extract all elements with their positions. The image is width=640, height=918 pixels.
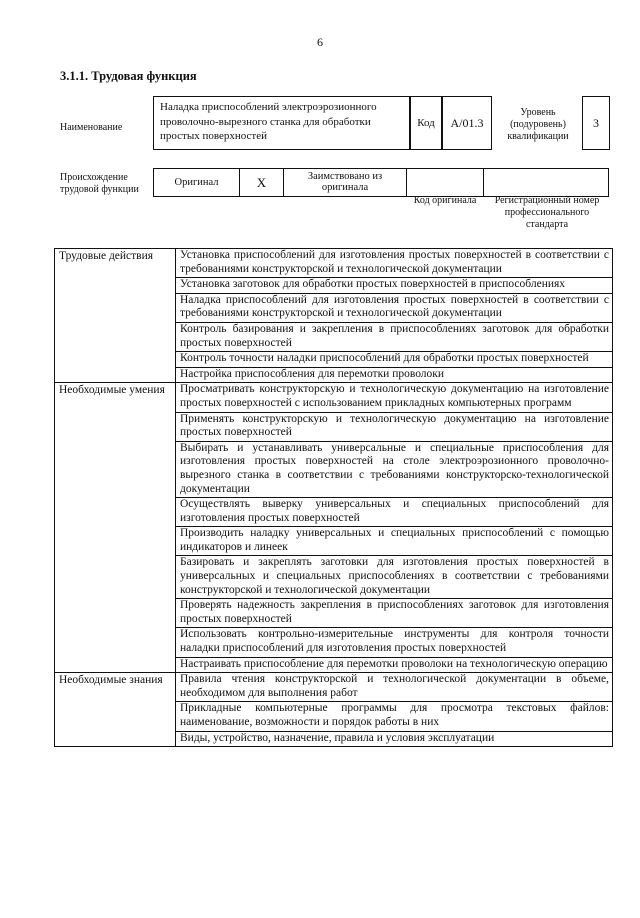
code-original-label: Код оригинала: [413, 195, 477, 206]
qualification-level-label: Уровень (подуровень) квалификации: [507, 107, 569, 142]
category-cell: Трудовые действия: [55, 249, 176, 383]
table-row: [55, 249, 613, 278]
page-number: 6: [317, 35, 323, 49]
original-label: Оригинал: [174, 177, 219, 188]
item-cell: Прикладные компьютерные программы для просмотра текстовых файлов: наименование, возможности и порядок работы в них: [176, 702, 613, 731]
category-cell: Необходимые знания: [55, 673, 176, 747]
original-mark: X: [256, 175, 267, 190]
code-value-cell: [442, 96, 492, 150]
item-cell: Настраивать приспособление для перемотки проволоки на технологическую операцию: [176, 657, 613, 673]
section-title: 3.1.1. Трудовая функция: [60, 69, 197, 83]
item-cell: Установка приспособлений для изготовления простых поверхностей в соответствии с требованиями конструкторской и технологической документации: [176, 249, 613, 278]
item-cell: Применять конструкторскую и технологическую документацию на изготовление простых поверхностей: [176, 412, 613, 441]
origin-label: Происхождение трудовой функции: [60, 172, 139, 195]
qualification-level-cell: [582, 96, 610, 150]
function-name-value: Наладка приспособлений электроэрозионного проволочно-вырезного станка для обработки простых поверхностей: [160, 101, 377, 142]
category-cell: Необходимые умения: [55, 383, 176, 673]
reg-number-label: Регистрационный номер профессионального стандарта: [494, 195, 600, 230]
borrowed-label: Заимствовано из оригинала: [307, 171, 383, 193]
item-cell: Проверять надежность закрепления в приспособлениях заготовок для изготовления простых поверхностей: [176, 599, 613, 628]
item-cell: Контроль базирования и закрепления в приспособлениях заготовок для обработки простых поверхностей: [176, 322, 613, 351]
borrowed-cell: [283, 168, 407, 197]
code-value: А/01.3: [450, 115, 484, 130]
item-cell: Наладка приспособлений для изготовления простых поверхностей в соответствии с требованиями конструкторской и технологической документации: [176, 293, 613, 322]
item-cell: Контроль точности наладки приспособлений для обработки простых поверхностей: [176, 352, 613, 368]
item-cell: Осуществлять выверку универсальных и специальных приспособлений для изготовления простых поверхностей: [176, 498, 613, 527]
labor-function-table: [54, 248, 613, 747]
reg-number-cell: [483, 168, 609, 197]
original-mark-cell: [239, 168, 284, 197]
original-label-cell: [153, 168, 240, 197]
item-cell: Просматривать конструкторскую и технологическую документацию на изготовление простых поверхностей с использованием прикладных компьютерных программ: [176, 383, 613, 412]
item-cell: Выбирать и устанавливать универсальные и специальные приспособления для изготовления простых поверхностей на столе электроэрозионного проволочно-вырезного станка в соответствии с требованиями конструкторско-технологической документации: [176, 441, 613, 497]
qualification-level-value: 3: [593, 115, 599, 130]
table-row: [55, 383, 613, 412]
item-cell: Установка заготовок для обработки простых поверхностей в приспособлениях: [176, 278, 613, 294]
item-cell: Виды, устройство, назначение, правила и условия эксплуатации: [176, 731, 613, 747]
item-cell: Базировать и закреплять заготовки для изготовления простых поверхностей в универсальных и специальных приспособлениях в соответствии с требованиями конструкторской и технологической документации: [176, 556, 613, 599]
table-row: [55, 673, 613, 702]
item-cell: Настройка приспособления для перемотки проволоки: [176, 367, 613, 383]
code-label: Код: [417, 117, 435, 129]
item-cell: Использовать контрольно-измерительные инструменты для контроля точности наладки приспособлений для изготовления простых поверхностей: [176, 628, 613, 657]
name-label: Наименование: [60, 122, 123, 133]
code-label-cell: [410, 96, 442, 150]
item-cell: Правила чтения конструкторской и технологической документации в объеме, необходимом для выполнения работ: [176, 673, 613, 702]
function-name-box: [153, 96, 410, 150]
item-cell: Производить наладку универсальных и специальных приспособлений с помощью индикаторов и линеек: [176, 527, 613, 556]
code-original-cell: [406, 168, 484, 197]
